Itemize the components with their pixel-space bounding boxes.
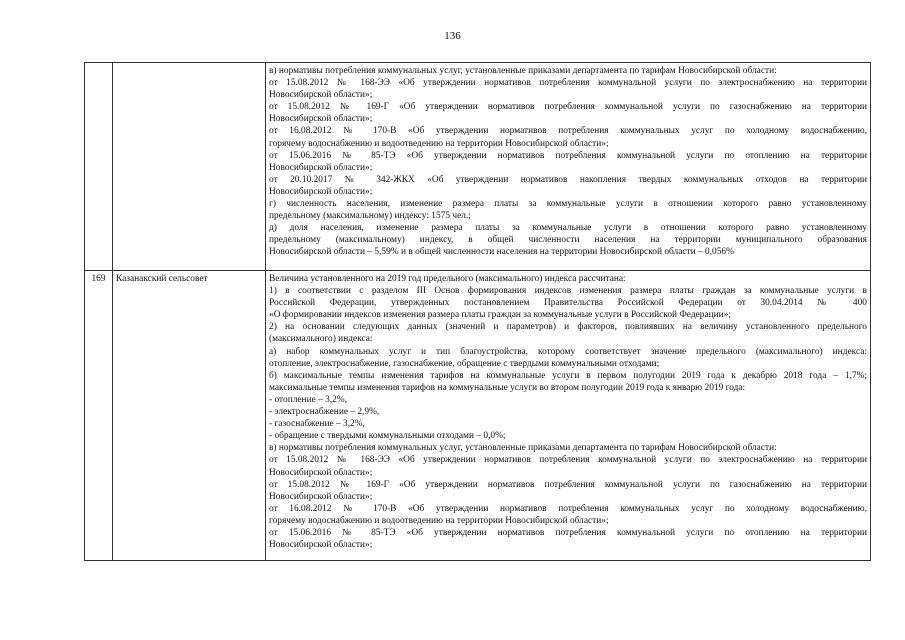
text-line: от 15.08.2012 № 169-Г «Об утверждении нормативов потребления коммунальной услуги по газоснабжению на территории	[269, 102, 867, 113]
text-line: от 16.08.2012 № 170-В «Об утверждении нормативов потребления коммунальных услуг по холодному водоснабжению,	[269, 503, 867, 514]
text-line: Российской Федерации, утвержденных постановлением Правительства Российской Федерации от 30.04.2014 № 400	[269, 298, 867, 309]
text-line: горячему водоснабжению и водоотведению на территории Новосибирской области»;	[269, 138, 609, 149]
text-line: Новосибирской области»;	[269, 540, 373, 551]
text-line: «О формировании индексов изменения размера платы граждан за коммунальные услуги в Российской Федерации»;	[269, 310, 731, 321]
text-line: Величина установленного на 2019 год предельного (максимального) индекса рассчитана:	[269, 274, 626, 284]
page-number: 136	[444, 30, 461, 42]
text-line: максимальные темпы изменения тарифов на коммунальные услуги во втором полугодии 2019 года к январю 2019 года:	[269, 382, 746, 393]
text-line: от 15.06.2016 № 85-ТЭ «Об утверждении нормативов потребления коммунальной услуги по отоплению на территории	[269, 527, 867, 538]
text-line: Новосибирской области»;	[269, 491, 373, 502]
text-line: от 16.08.2012 № 170-В «Об утверждении нормативов потребления коммунальных услуг по холодному водоснабжению,	[269, 126, 867, 137]
text-line: б) максимальные темпы изменения тарифов на коммунальные услуги в первом полугодии 2019 года к декабрю 2018 года – 1,7%;	[269, 370, 867, 381]
text-line: Новосибирской области»;	[269, 186, 373, 197]
text-line: предельному (максимальному) индексу, в общей численности населения на территории муниципального образования	[269, 235, 867, 246]
text-line: г) численность населения, изменение размера платы за коммунальные услуги в отношении которого равно установленному	[269, 199, 867, 210]
table-row	[85, 63, 871, 271]
text-line: горячему водоснабжению и водоотведению на территории Новосибирской области»;	[269, 515, 609, 526]
text-line: Новосибирской области – 5,59% и в общей численности населения на территории Новосибирской области – 0,056%	[269, 247, 734, 258]
tariff-table	[84, 62, 871, 561]
text-line: от 15.06.2016 № 85-ТЭ «Об утверждении нормативов потребления коммунальной услуги по отоплению на территории	[269, 150, 867, 161]
text-line: 1) в соответствии с разделом III Основ формирования индексов изменения размера платы граждан за коммунальные услуги в	[269, 286, 867, 297]
text-line: 2) на основании следующих данных (значений и параметров) и факторов, повлиявших на величину установленного предельного	[269, 322, 867, 333]
municipality-cell: Казанакский сельсовет	[113, 271, 266, 561]
text-line: - отопление – 3,2%,	[269, 394, 347, 405]
text-line: в) нормативы потребления коммунальных услуг, установленные приказами департамента по тарифам Новосибирской области:	[269, 443, 777, 454]
text-line: отопление, электроснабжение, газоснабжение, обращение с твердыми коммунальными отходами;	[269, 358, 660, 369]
description-cell	[266, 271, 871, 561]
row-number-cell	[85, 63, 113, 271]
text-line: - обращение с твердыми коммунальными отходами – 0,0%;	[269, 431, 506, 442]
description-cell	[266, 63, 871, 271]
text-line: в) нормативы потребления коммунальных услуг, установленные приказами департамента по тарифам Новосибирской области:	[269, 66, 777, 76]
text-line: Новосибирской области»;	[269, 90, 373, 101]
text-line: а) набор коммунальных услуг и тип благоустройства, которому соответствует значение предельного (максимального) индекса:	[269, 346, 867, 357]
text-line: Новосибирской области»;	[269, 114, 373, 125]
text-line: от 15.08.2012 № 168-ЭЭ «Об утверждении нормативов потребления коммунальной услуги по электроснабжению на территории	[269, 455, 867, 466]
text-line: Новосибирской области»;	[269, 467, 373, 478]
municipality-cell	[113, 63, 266, 271]
text-line: - газоснабжение – 3,2%,	[269, 419, 365, 430]
text-line: (максимального) индекса:	[269, 334, 373, 345]
text-line: предельному (максимальному) индексу: 1575 чел.;	[269, 211, 471, 222]
text-line: д) доля населения, изменение размера платы за коммунальные услуги в отношении которого равно установленному	[269, 223, 867, 234]
row-number-cell: 169	[85, 271, 113, 561]
table-row	[85, 271, 871, 561]
text-line: - электроснабжение – 2,9%,	[269, 407, 380, 418]
text-line: от 15.08.2012 № 168-ЭЭ «Об утверждении нормативов потребления коммунальной услуги по электроснабжению на территории	[269, 78, 867, 89]
text-line: от 15.08.2012 № 169-Г «Об утверждении нормативов потребления коммунальной услуги по газоснабжению на территории	[269, 479, 867, 490]
text-line: от 20.10.2017 № 342-ЖКХ «Об утверждении нормативов накопления твердых коммунальных отходов на территории	[269, 174, 867, 185]
text-line: Новосибирской области»;	[269, 162, 373, 173]
